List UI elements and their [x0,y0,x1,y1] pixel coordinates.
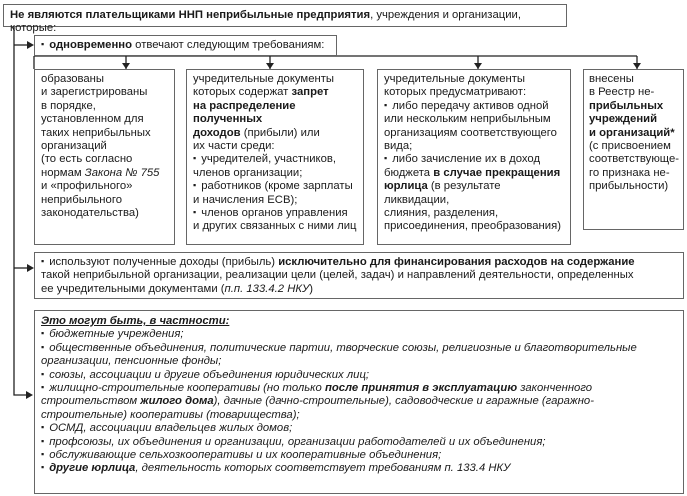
usage-box: ▪ используют полученные доходы (прибыль) исключительно для финансирования расходов на содержание такой неприбыльной организации, реализации цели (целей, задач) и направлений деятельности, определенных ее учредительными документами (п.п. 133.4.2 НКУ) [34,252,684,299]
list-item: ▪ союзы, ассоциации и другие объединения юридических лиц; [41,369,677,382]
header-rest: , учреждения и организации, которые: [10,9,521,35]
requirement-assets-transfer: учредительные документы которых предусматривают: ▪ либо передачу активов одной или нескольким неприбыльным организациям соответствующего вида; ▪ либо зачисление их в доход бюджета в случае прекращения юрлица (в результате ликвидации, слияния, разделения, присоединения, преобразования) [377,69,571,245]
requirement-registry: внесены в Реестр не- прибыльных учреждений и организаций* (с присвоением соответствующе- го признака не- прибыльности) [583,69,684,230]
main-connector [14,27,26,395]
requirement-profit-ban: учредительные документы которых содержат запрет на распределение полученных доходов (прибыли) или их части среди: ▪ учредителей, участников, членов организации; ▪ работников (кроме зарплаты и начисления ЕСВ); ▪ членов органов управления и других связанных с ними лиц [186,69,364,245]
list-item: ▪ общественные объединения, политические партии, творческие союзы, религиозные и благотворительные [41,342,677,355]
examples-box: Это могут быть, в частности: ▪ бюджетные учреждения; ▪ общественные объединения, политические партии, творческие союзы, религиозные и благотворительные организации, пенсионные фонды; ▪ союзы, ассоциации и другие объединения юридических лиц; ▪ жилищно-строительные кооперативы (но только после принятия в эксплуатацию законченного строительством жилого дома), дачные (дачно-строительные), садоводческие и гаражные (гаражно- строительные) кооперативы (товарищества); ▪ ОСМД, ассоциации владельцев жилых домов; ▪ профсоюзы, их объединения и организации, организации работодателей и их объединения; ▪ обслуживающие сельхозкооперативы и их кооперативные объединения; ▪ другие юрлица, деятельность которых соответствует требованиям п. 133.4 НКУ [34,310,684,494]
requirement-registration: образованы и зарегистрированы в порядке, установленном для таких неприбыльных организаций (то есть согласно нормам Закона № 755 и «профильного» неприбыльного законодательства) [34,69,175,245]
simultaneous-bold: одновременно [49,39,133,51]
list-item: ▪ либо зачисление их в доход [384,153,564,166]
list-item: ▪ бюджетные учреждения; [41,328,677,341]
tax-code-reference: п.п. 133.4.2 НКУ [224,282,310,295]
list-item: ▪ профсоюзы, их объединения и организации, организации работодателей и их объединения; [41,436,677,449]
list-item: ▪ другие юрлица, деятельность которых соответствует требованиям п. 133.4 НКУ [41,462,677,475]
list-item: ▪ учредителей, участников, [193,153,357,166]
law-reference: Закона № 755 [84,166,160,179]
list-item: ▪ работников (кроме зарплаты [193,180,357,193]
header-box [3,4,567,35]
list-item: ▪ либо передачу активов одной [384,100,564,113]
list-item: ▪ жилищно-строительные кооперативы (но только после принятия в эксплуатацию законченного [41,382,677,395]
list-item: ▪ ОСМД, ассоциации владельцев жилых домов; [41,422,677,435]
arrows-to-requirements [34,56,637,69]
examples-title: Это могут быть, в частности: [41,315,230,327]
header-title: Не являются плательщиками ННП неприбыльные предприятия [10,9,371,21]
list-item: ▪ членов органов управления [193,207,357,220]
simultaneous-box: ▪ одновременно отвечают следующим требованиям: [34,35,337,56]
list-item: ▪ обслуживающие сельхозкооперативы и их кооперативные объединения; [41,449,677,462]
